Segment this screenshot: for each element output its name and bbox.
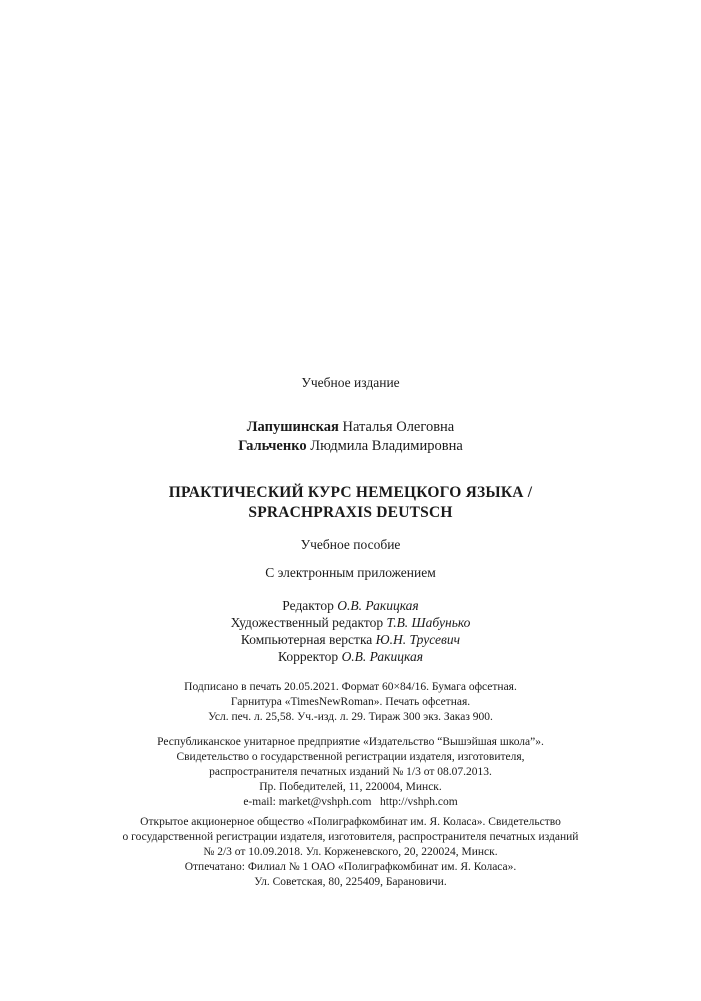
book-title-line-2: SPRACHPRAXIS DEUTSCH bbox=[248, 504, 453, 521]
author-1-given-name: Наталья Олеговна bbox=[342, 419, 455, 435]
publisher-line: распространителя печатных изданий № 1/3 от 08.07.2013. bbox=[209, 766, 492, 778]
credits bbox=[0, 597, 701, 665]
author-2-surname: Гальченко bbox=[238, 438, 307, 454]
publisher-line: Свидетельство о государственной регистрации издателя, изготовителя, bbox=[176, 751, 525, 763]
book-subtitle: Учебное пособие bbox=[300, 537, 401, 552]
edition-type: Учебное издание bbox=[301, 375, 400, 390]
printer-line: Открытое акционерное общество «Полиграфкомбинат им. Я. Коласа». Свидетельство bbox=[140, 816, 561, 828]
credit-name: Т.В. Шабунько bbox=[386, 615, 471, 630]
publisher-contacts: e-mail: market@vshph.com http://vshph.com bbox=[243, 796, 458, 808]
author-1 bbox=[0, 418, 701, 437]
publisher-line: Пр. Победителей, 11, 220004, Минск. bbox=[259, 781, 442, 793]
credit-role: Редактор bbox=[282, 598, 334, 613]
publisher-info bbox=[0, 735, 701, 810]
printer-line: Отпечатано: Филиал № 1 ОАО «Полиграфкомбинат им. Я. Коласа». bbox=[184, 861, 517, 873]
credit-name: О.В. Ракицкая bbox=[337, 598, 419, 613]
print-details-line: Гарнитура «TimesNewRoman». Печать офсетная. bbox=[230, 696, 471, 708]
authors bbox=[0, 418, 701, 456]
credit-layout bbox=[0, 631, 701, 648]
credit-role: Художественный редактор bbox=[230, 615, 384, 630]
printer-line: № 2/3 от 10.09.2018. Ул. Корженевского, 20, 220024, Минск. bbox=[203, 846, 498, 858]
credit-proofreader bbox=[0, 648, 701, 665]
publisher-line: Республиканское унитарное предприятие «Издательство “Вышэйшая школа”». bbox=[157, 736, 544, 748]
credit-role: Компьютерная верстка bbox=[240, 632, 373, 647]
appendix-note: С электронным приложением bbox=[265, 565, 436, 580]
print-details bbox=[0, 680, 701, 725]
book-title bbox=[0, 483, 701, 523]
credit-art-editor bbox=[0, 614, 701, 631]
book-title-line-1: ПРАКТИЧЕСКИЙ КУРС НЕМЕЦКОГО ЯЗЫКА / bbox=[168, 484, 533, 501]
printer-info bbox=[0, 815, 701, 890]
print-details-line: Подписано в печать 20.05.2021. Формат 60×84/16. Бумага офсетная. bbox=[184, 681, 517, 693]
printer-line: Ул. Советская, 80, 225409, Барановичи. bbox=[254, 876, 447, 888]
author-1-surname: Лапушинская bbox=[246, 419, 339, 435]
credit-editor bbox=[0, 597, 701, 614]
printer-line: о государственной регистрации издателя, изготовителя, распространителя печатных изданий bbox=[122, 831, 579, 843]
author-2-given-name: Людмила Владимировна bbox=[310, 438, 463, 454]
credit-role: Корректор bbox=[278, 649, 339, 664]
credit-name: Ю.Н. Трусевич bbox=[375, 632, 461, 647]
author-2 bbox=[0, 437, 701, 456]
print-details-line: Усл. печ. л. 25,58. Уч.-изд. л. 29. Тираж 300 экз. Заказ 900. bbox=[208, 711, 493, 723]
credit-name: О.В. Ракицкая bbox=[341, 649, 423, 664]
